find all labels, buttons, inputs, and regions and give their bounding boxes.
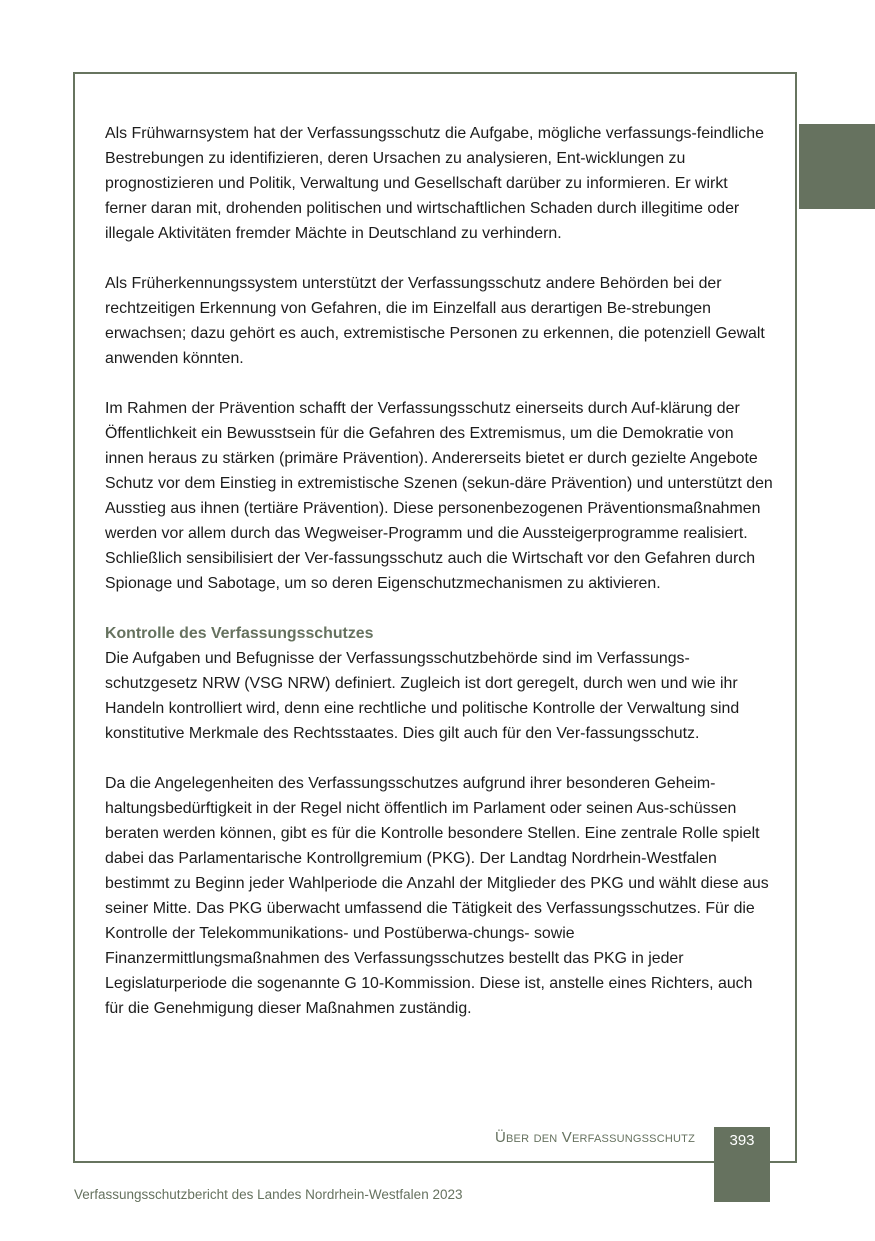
paragraph-early-detection: Als Früherkennungssystem unterstützt der Verfassungsschutz andere Behörden bei der rechtzeitigen Erkennung von Gefahren, die im Einzelfall aus derartigen Be-strebungen erwachsen; dazu gehört es auch, extremistische Personen zu erkennen, die potenziell Gewalt anwenden könnten. bbox=[105, 275, 765, 367]
page-number-box bbox=[714, 1127, 770, 1202]
main-text bbox=[105, 121, 773, 1021]
chapter-tab-marker bbox=[799, 124, 875, 209]
page-number: 393 bbox=[729, 1132, 755, 1149]
section-heading: Kontrolle des Verfassungsschutzes bbox=[105, 625, 374, 642]
paragraph-control-bodies: Da die Angelegenheiten des Verfassungsschutzes aufgrund ihrer besonderen Geheim-haltungsbedürftigkeit in der Regel nicht öffentlich im Parlament oder seinen Aus-schüssen beraten werden können, gibt es für die Kontrolle besondere Stellen. Eine zentrale Rolle spielt dabei das Parlamentarische Kontrollgremium (PKG). Der Landtag Nordrhein-Westfalen bestimmt zu Beginn jeder Wahlperiode die Anzahl der Mitglieder des PKG und wählt diese aus seiner Mitte. Das PKG überwacht umfassend die Tätigkeit des Verfassungsschutzes. Für die Kontrolle der Telekommunikations- und Postüberwa-chungs- sowie Finanzermittlungsmaßnahmen des Verfassungsschutzes bestellt das PKG in jeder Legislaturperiode die sogenannte G 10-Kommission. Diese ist, anstelle eines Richters, auch für die Genehmigung dieser Maßnahmen zuständig. bbox=[105, 775, 769, 1017]
running-section-title: Über den Verfassungsschutz bbox=[494, 1129, 695, 1146]
paragraph-early-warning: Als Frühwarnsystem hat der Verfassungsschutz die Aufgabe, mögliche verfassungs-feindliche Bestrebungen zu identifizieren, deren Ursachen zu analysieren, Ent-wicklungen zu prognostizieren und Politik, Verwaltung und Gesellschaft darüber zu informieren. Er wirkt ferner daran mit, drohenden politischen und wirtschaftlichen Schaden durch illegitime oder illegale Aktivitäten fremder Mächte in Deutschland zu verhindern. bbox=[105, 125, 764, 242]
paragraph-control-law: Die Aufgaben und Befugnisse der Verfassungsschutzbehörde sind im Verfassungs-schutzgesetz NRW (VSG NRW) definiert. Zugleich ist dort geregelt, durch wen und wie ihr Handeln kontrolliert wird, denn eine rechtliche und politische Kontrolle der Verwaltung sind konstitutive Merkmale des Rechtsstaates. Dies gilt auch für den Ver-fassungsschutz. bbox=[105, 650, 740, 742]
footer-publication-title: Verfassungsschutzbericht des Landes Nordrhein-Westfalen 2023 bbox=[74, 1187, 463, 1202]
paragraph-prevention: Im Rahmen der Prävention schafft der Verfassungsschutz einerseits durch Auf-klärung der Öffentlichkeit ein Bewusstsein für die Gefahren des Extremismus, um die Demokratie von innen heraus zu stärken (primäre Prävention). Andererseits bietet er durch gezielte Angebote Schutz vor dem Einstieg in extremistische Szenen (sekun-däre Prävention) und unterstützt den Ausstieg aus ihnen (tertiäre Prävention). Diese personenbezogenen Präventionsmaßnahmen werden vor allem durch das Wegweiser-Programm und die Aussteigerprogramme realisiert. Schließlich sensibilisiert der Ver-fassungsschutz auch die Wirtschaft vor den Gefahren durch Spionage und Sabotage, um so deren Eigenschutzmechanismen zu aktivieren. bbox=[105, 400, 773, 592]
